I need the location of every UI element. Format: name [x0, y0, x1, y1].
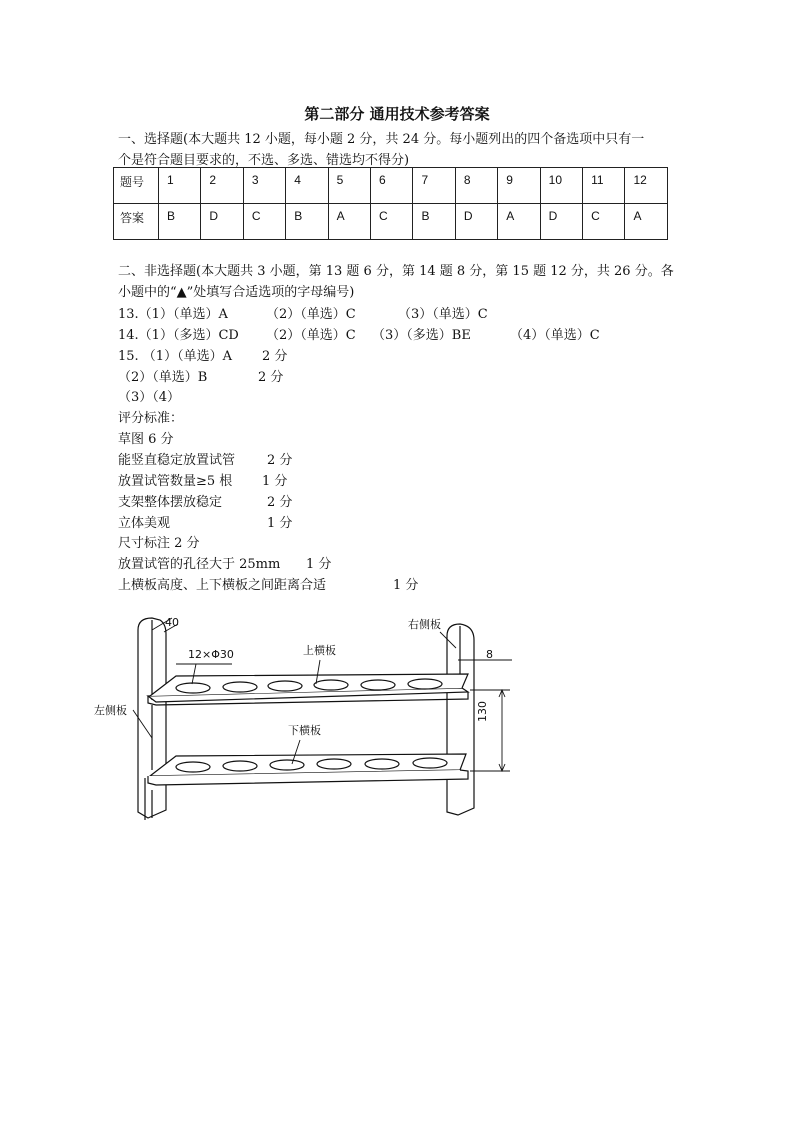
table-row — [114, 204, 668, 240]
section2-line1: 二、非选择题(本大题共 3 小题，第 13 题 6 分，第 14 题 8 分，第 15 题 12 分，共 26 分。各 — [118, 264, 674, 279]
question-number: 7 — [413, 168, 455, 204]
question-number: 6 — [371, 168, 413, 204]
answer-cell: A — [328, 204, 370, 240]
upper-shelf-label: 上横板 — [303, 644, 336, 657]
section2-line2: 小题中的“▲”处填写合适选项的字母编号) — [118, 285, 355, 300]
test-tube-rack-drawing — [0, 600, 794, 840]
dim-40-label: 40 — [165, 616, 179, 629]
question-number: 2 — [201, 168, 243, 204]
q15-part3: （3）（4） — [118, 390, 181, 405]
answer-table — [113, 167, 668, 240]
criteria-item-score: 2 分 — [267, 495, 293, 510]
answer-cell: B — [413, 204, 455, 240]
criteria-item-score: 1 分 — [262, 474, 288, 489]
left-board-label: 左侧板 — [94, 704, 127, 717]
answer-cell: C — [243, 204, 285, 240]
q14-part2: （2）（单选）C — [266, 328, 356, 343]
question-number: 8 — [455, 168, 497, 204]
criteria-dim-label: 上横板高度、上下横板之间距离合适 — [118, 578, 327, 593]
criteria-heading: 评分标准： — [118, 411, 184, 426]
criteria-dim-heading: 尺寸标注 2 分 — [118, 536, 200, 551]
dim-8-label: 8 — [486, 648, 493, 661]
q14-part4: （4）（单选）C — [510, 328, 600, 343]
question-number: 9 — [498, 168, 540, 204]
right-board-label: 右侧板 — [408, 618, 441, 631]
criteria-item-score: 2 分 — [267, 453, 293, 468]
question-number: 1 — [159, 168, 201, 204]
dim-holes-label: 12×Φ30 — [188, 648, 234, 661]
answer-cell: D — [455, 204, 497, 240]
answer-cell: A — [498, 204, 540, 240]
dim-130-label: 130 — [476, 701, 489, 722]
section1-line1: 一、选择题(本大题共 12 小题，每小题 2 分，共 24 分。每小题列出的四个备选项中只有一 — [118, 132, 645, 147]
question-number: 5 — [328, 168, 370, 204]
criteria-dim-score: 1 分 — [306, 557, 332, 572]
criteria-sketch: 草图 6 分 — [118, 432, 174, 447]
answer-cell: B — [159, 204, 201, 240]
question-number: 3 — [243, 168, 285, 204]
row-header-answer: 答案 — [114, 204, 159, 240]
lower-shelf-label: 下横板 — [288, 724, 321, 737]
page-title: 第二部分 通用技术参考答案 — [304, 105, 490, 123]
criteria-dim-score: 1 分 — [393, 578, 419, 593]
answer-cell: B — [286, 204, 328, 240]
question-number: 4 — [286, 168, 328, 204]
row-header-question: 题号 — [114, 168, 159, 204]
question-number: 11 — [583, 168, 625, 204]
q15-part2-score: 2 分 — [258, 370, 284, 385]
q14-part1: 14.（1）（多选）CD — [118, 328, 239, 343]
criteria-item-label: 能竖直稳定放置试管 — [118, 453, 236, 468]
q15-part1: 15. （1）（单选）A — [118, 349, 232, 364]
criteria-dim-label: 放置试管的孔径大于 25mm — [118, 557, 281, 572]
q15-part2: （2）（单选）B — [118, 370, 208, 385]
table-row — [114, 168, 668, 204]
question-number: 12 — [625, 168, 668, 204]
criteria-item-label: 支架整体摆放稳定 — [118, 495, 223, 510]
answer-cell: C — [371, 204, 413, 240]
criteria-item-score: 1 分 — [267, 516, 293, 531]
q15-part1-score: 2 分 — [262, 349, 288, 364]
q14-part3: （3）（多选）BE — [372, 328, 471, 343]
answer-cell: D — [540, 204, 582, 240]
question-number: 10 — [540, 168, 582, 204]
criteria-item-label: 立体美观 — [118, 516, 171, 531]
answer-cell: D — [201, 204, 243, 240]
q13-part1: 13.（1）（单选）A — [118, 307, 228, 322]
criteria-item-label: 放置试管数量≥5 根 — [118, 474, 233, 489]
q13-part2: （2）（单选）C — [266, 307, 356, 322]
q13-part3: （3）（单选）C — [398, 307, 488, 322]
section1-line2: 个是符合题目要求的，不选、多选、错选均不得分) — [118, 153, 410, 168]
answer-cell: A — [625, 204, 668, 240]
answer-cell: C — [583, 204, 625, 240]
